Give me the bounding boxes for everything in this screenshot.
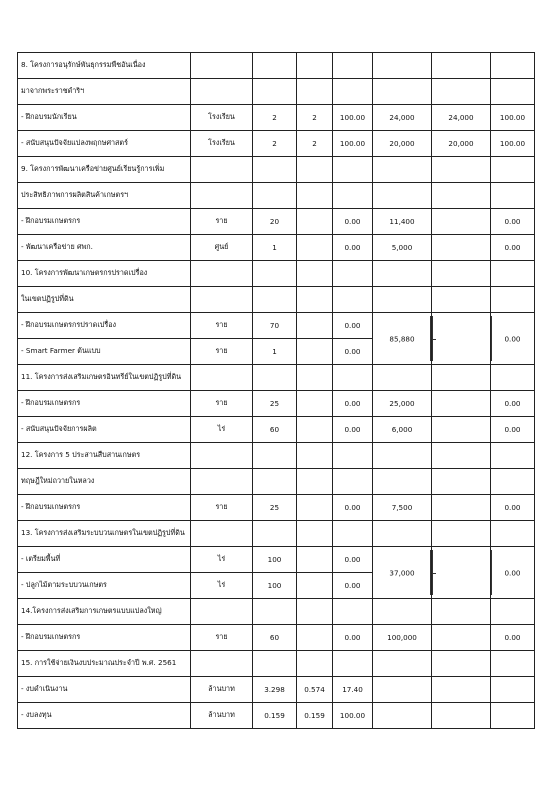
- target-cell: [253, 183, 297, 209]
- percent-cell: 0.00: [333, 391, 373, 417]
- unit-cell: [191, 651, 253, 677]
- result-cell: [297, 365, 333, 391]
- item-cell: - ฝึกอบรมเกษตรกร: [18, 495, 191, 521]
- item-cell: - ฝึกอบรมเกษตรกร: [18, 625, 191, 651]
- budget-percent-cell: [491, 287, 535, 313]
- percent-cell: 0.00: [333, 547, 373, 573]
- budget-cell: [373, 313, 432, 365]
- target-cell: 60: [253, 417, 297, 443]
- table-row: [18, 391, 535, 417]
- budget-percent-cell: [491, 365, 535, 391]
- target-cell: 60: [253, 625, 297, 651]
- budget-percent-cell: [491, 651, 535, 677]
- spent-cell: [432, 53, 491, 79]
- budget-cell: [373, 53, 432, 79]
- budget-cell: [373, 599, 432, 625]
- budget-percent-cell: 0.00: [491, 209, 535, 235]
- target-cell: [253, 651, 297, 677]
- spent-cell: [432, 261, 491, 287]
- target-cell: [253, 287, 297, 313]
- spent-cell: [432, 365, 491, 391]
- result-cell: [297, 261, 333, 287]
- budget-percent-cell: 0.00: [491, 625, 535, 651]
- unit-cell: ราย: [191, 313, 253, 339]
- target-cell: 0.159: [253, 703, 297, 729]
- spent-cell: [432, 521, 491, 547]
- unit-cell: ศูนย์: [191, 235, 253, 261]
- result-cell: [297, 79, 333, 105]
- percent-cell: [333, 365, 373, 391]
- unit-cell: [191, 287, 253, 313]
- target-cell: 20: [253, 209, 297, 235]
- percent-cell: 0.00: [333, 209, 373, 235]
- budget-cell: [373, 365, 432, 391]
- unit-cell: [191, 183, 253, 209]
- result-cell: [297, 443, 333, 469]
- table-row: [18, 105, 535, 131]
- budget-cell: [373, 79, 432, 105]
- spent-cell: [432, 495, 491, 521]
- percent-cell: 100.00: [333, 131, 373, 157]
- percent-cell: 100.00: [333, 703, 373, 729]
- percent-cell: [333, 261, 373, 287]
- percent-cell: [333, 599, 373, 625]
- unit-cell: [191, 261, 253, 287]
- target-cell: [253, 599, 297, 625]
- spent-cell: [432, 469, 491, 495]
- budget-cell: [373, 703, 432, 729]
- item-cell: - พัฒนาเครือข่าย ศพก.: [18, 235, 191, 261]
- table-row: [18, 157, 535, 183]
- unit-cell: ไร่: [191, 573, 253, 599]
- spent-cell: [432, 79, 491, 105]
- table-row: [18, 547, 535, 573]
- budget-percent-cell: [491, 183, 535, 209]
- spent-cell: [432, 313, 491, 365]
- item-cell: 14.โครงการส่งเสริมการเกษตรแบบแปลงใหญ่: [18, 599, 191, 625]
- result-cell: 2: [297, 131, 333, 157]
- item-cell: 15. การใช้จ่ายเงินงบประมาณประจำปี พ.ศ. 2561: [18, 651, 191, 677]
- target-cell: 100: [253, 547, 297, 573]
- percent-cell: 0.00: [333, 625, 373, 651]
- budget-percent-cell-value: 0.00: [504, 568, 521, 577]
- budget-percent-cell-value: 0.00: [504, 334, 521, 343]
- target-cell: 2: [253, 105, 297, 131]
- budget-percent-cell: [491, 53, 535, 79]
- unit-cell: โรงเรียน: [191, 131, 253, 157]
- target-cell: 2: [253, 131, 297, 157]
- spent-cell: [432, 417, 491, 443]
- percent-cell: 0.00: [333, 495, 373, 521]
- budget-percent-cell: [491, 157, 535, 183]
- budget-cell: 6,000: [373, 417, 432, 443]
- table-row: [18, 625, 535, 651]
- budget-cell: [373, 521, 432, 547]
- result-cell: [297, 469, 333, 495]
- budget-percent-cell: [491, 547, 535, 599]
- budget-cell: [373, 547, 432, 599]
- target-cell: 1: [253, 235, 297, 261]
- target-cell: [253, 521, 297, 547]
- table-row: [18, 131, 535, 157]
- budget-cell: 24,000: [373, 105, 432, 131]
- budget-percent-cell: 0.00: [491, 235, 535, 261]
- table-row: [18, 209, 535, 235]
- item-cell: ทฤษฎีใหม่ถวายในหลวง: [18, 469, 191, 495]
- item-cell: 9. โครงการพัฒนาเครือข่ายศูนย์เรียนรู้การเพิ่ม: [18, 157, 191, 183]
- result-cell: [297, 339, 333, 365]
- budget-cell: 100,000: [373, 625, 432, 651]
- target-cell: [253, 443, 297, 469]
- table-body: [18, 53, 535, 729]
- table-row: [18, 79, 535, 105]
- target-cell: [253, 79, 297, 105]
- item-cell: 10. โครงการพัฒนาเกษตรกรปราดเปรื่อง: [18, 261, 191, 287]
- budget-percent-cell: [491, 599, 535, 625]
- spent-cell: [432, 287, 491, 313]
- spent-cell: [432, 183, 491, 209]
- target-cell: 100: [253, 573, 297, 599]
- budget-cell-value: 85,880: [389, 334, 415, 343]
- percent-cell: 0.00: [333, 417, 373, 443]
- budget-percent-cell: [491, 443, 535, 469]
- item-cell: ในเขตปฏิรูปที่ดิน: [18, 287, 191, 313]
- spent-cell: [432, 625, 491, 651]
- item-cell: 8. โครงการอนุรักษ์พันธุกรรมพืชอันเนื่อง: [18, 53, 191, 79]
- spent-cell: [432, 157, 491, 183]
- result-cell: [297, 651, 333, 677]
- result-cell: [297, 417, 333, 443]
- unit-cell: [191, 79, 253, 105]
- budget-percent-cell: [491, 79, 535, 105]
- item-cell: - ฝึกอบรมเกษตรกรปราดเปรื่อง: [18, 313, 191, 339]
- budget-cell: [373, 469, 432, 495]
- unit-cell: โรงเรียน: [191, 105, 253, 131]
- item-cell: - ฝึกอบรมเกษตรกร: [18, 209, 191, 235]
- table-row: [18, 53, 535, 79]
- item-cell: - งบลงทุน: [18, 703, 191, 729]
- item-cell: 11. โครงการส่งเสริมเกษตรอินทรีย์ในเขตปฏิรูปที่ดิน: [18, 365, 191, 391]
- spent-cell: [432, 443, 491, 469]
- result-cell: 0.574: [297, 677, 333, 703]
- unit-cell: [191, 53, 253, 79]
- report-table: [17, 52, 535, 729]
- spent-cell: 20,000: [432, 131, 491, 157]
- percent-cell: [333, 79, 373, 105]
- result-cell: [297, 599, 333, 625]
- target-cell: 1: [253, 339, 297, 365]
- unit-cell: ราย: [191, 495, 253, 521]
- spent-cell: [432, 391, 491, 417]
- result-cell: [297, 573, 333, 599]
- item-cell: ประสิทธิภาพการผลิตสินค้าเกษตรฯ: [18, 183, 191, 209]
- budget-cell: [373, 183, 432, 209]
- target-cell: [253, 261, 297, 287]
- unit-cell: [191, 157, 253, 183]
- table-row: [18, 417, 535, 443]
- table-row: [18, 365, 535, 391]
- percent-cell: [333, 469, 373, 495]
- unit-cell: ล้านบาท: [191, 677, 253, 703]
- unit-cell: [191, 365, 253, 391]
- table-row: [18, 235, 535, 261]
- percent-cell: [333, 183, 373, 209]
- unit-cell: ล้านบาท: [191, 703, 253, 729]
- budget-cell: [373, 443, 432, 469]
- result-cell: 0.159: [297, 703, 333, 729]
- budget-percent-cell: [491, 703, 535, 729]
- unit-cell: [191, 443, 253, 469]
- table-row: [18, 313, 535, 339]
- item-cell: - ปลูกไม้ตามระบบวนเกษตร: [18, 573, 191, 599]
- budget-percent-cell: [491, 677, 535, 703]
- item-cell: - ฝึกอบรมเกษตรกร: [18, 391, 191, 417]
- spent-cell: 24,000: [432, 105, 491, 131]
- budget-cell: [373, 261, 432, 287]
- unit-cell: ราย: [191, 339, 253, 365]
- item-cell: 12. โครงการ 5 ประสานสืบสานเกษตร: [18, 443, 191, 469]
- budget-cell: 20,000: [373, 131, 432, 157]
- unit-cell: [191, 521, 253, 547]
- budget-cell: 5,000: [373, 235, 432, 261]
- spent-cell: [432, 599, 491, 625]
- result-cell: 2: [297, 105, 333, 131]
- target-cell: 25: [253, 495, 297, 521]
- result-cell: [297, 209, 333, 235]
- table-row: [18, 183, 535, 209]
- target-cell: [253, 469, 297, 495]
- budget-percent-cell: 0.00: [491, 391, 535, 417]
- percent-cell: 0.00: [333, 573, 373, 599]
- unit-cell: ราย: [191, 625, 253, 651]
- budget-cell-value: 37,000: [389, 568, 415, 577]
- unit-cell: ราย: [191, 391, 253, 417]
- result-cell: [297, 521, 333, 547]
- budget-percent-cell: [491, 469, 535, 495]
- percent-cell: 0.00: [333, 313, 373, 339]
- percent-cell: [333, 521, 373, 547]
- result-cell: [297, 287, 333, 313]
- item-cell: มาจากพระราชดำริฯ: [18, 79, 191, 105]
- target-cell: 70: [253, 313, 297, 339]
- table-row: [18, 677, 535, 703]
- percent-cell: [333, 287, 373, 313]
- unit-cell: [191, 599, 253, 625]
- budget-percent-cell: 0.00: [491, 417, 535, 443]
- budget-percent-cell: 100.00: [491, 105, 535, 131]
- item-cell: - สนับสนุนปัจจัยแปลงพฤกษศาสตร์: [18, 131, 191, 157]
- unit-cell: ไร่: [191, 417, 253, 443]
- result-cell: [297, 157, 333, 183]
- result-cell: [297, 235, 333, 261]
- result-cell: [297, 183, 333, 209]
- table-row: [18, 287, 535, 313]
- target-cell: [253, 53, 297, 79]
- target-cell: 3.298: [253, 677, 297, 703]
- spent-cell: [432, 703, 491, 729]
- budget-cell: 11,400: [373, 209, 432, 235]
- item-cell: - งบดำเนินงาน: [18, 677, 191, 703]
- spent-cell: [432, 651, 491, 677]
- budget-percent-cell: [491, 261, 535, 287]
- table-row: [18, 599, 535, 625]
- spent-cell: [432, 209, 491, 235]
- spent-cell: [432, 235, 491, 261]
- result-cell: [297, 625, 333, 651]
- target-cell: [253, 157, 297, 183]
- budget-cell: [373, 157, 432, 183]
- table-row: [18, 651, 535, 677]
- percent-cell: [333, 53, 373, 79]
- budget-cell: [373, 677, 432, 703]
- table-row: [18, 443, 535, 469]
- budget-cell: 7,500: [373, 495, 432, 521]
- percent-cell: [333, 157, 373, 183]
- budget-percent-cell: 100.00: [491, 131, 535, 157]
- unit-cell: ราย: [191, 209, 253, 235]
- spent-cell: [432, 547, 491, 599]
- item-cell: - Smart Farmer ต้นแบบ: [18, 339, 191, 365]
- percent-cell: 0.00: [333, 339, 373, 365]
- target-cell: [253, 365, 297, 391]
- result-cell: [297, 313, 333, 339]
- table-row: [18, 703, 535, 729]
- budget-cell: [373, 651, 432, 677]
- percent-cell: [333, 651, 373, 677]
- budget-percent-cell: [491, 521, 535, 547]
- table-row: [18, 261, 535, 287]
- percent-cell: [333, 443, 373, 469]
- percent-cell: 17.40: [333, 677, 373, 703]
- budget-cell: [373, 287, 432, 313]
- table-row: [18, 469, 535, 495]
- unit-cell: [191, 469, 253, 495]
- result-cell: [297, 547, 333, 573]
- table-row: [18, 495, 535, 521]
- table-row: [18, 521, 535, 547]
- budget-percent-cell: 0.00: [491, 495, 535, 521]
- item-cell: 13. โครงการส่งเสริมระบบวนเกษตรในเขตปฏิรูปที่ดิน: [18, 521, 191, 547]
- percent-cell: 0.00: [333, 235, 373, 261]
- result-cell: [297, 495, 333, 521]
- budget-cell: 25,000: [373, 391, 432, 417]
- item-cell: - ฝึกอบรมนักเรียน: [18, 105, 191, 131]
- result-cell: [297, 53, 333, 79]
- percent-cell: 100.00: [333, 105, 373, 131]
- result-cell: [297, 391, 333, 417]
- target-cell: 25: [253, 391, 297, 417]
- item-cell: - เตรียมพื้นที่: [18, 547, 191, 573]
- budget-percent-cell: [491, 313, 535, 365]
- spent-cell: [432, 677, 491, 703]
- unit-cell: ไร่: [191, 547, 253, 573]
- item-cell: - สนับสนุนปัจจัยการผลิต: [18, 417, 191, 443]
